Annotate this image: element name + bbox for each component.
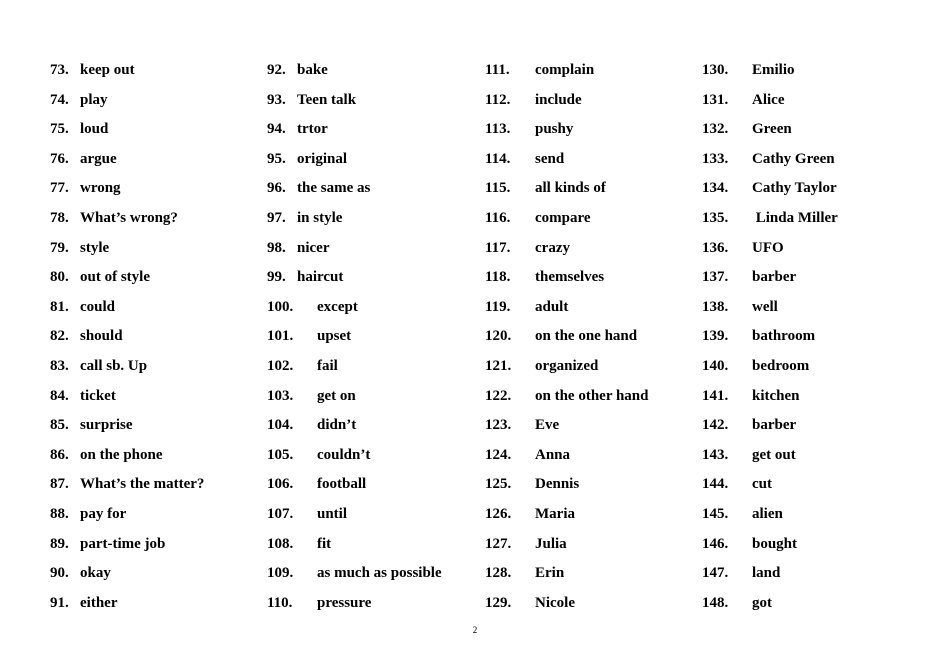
item-term: bedroom <box>752 357 810 374</box>
vocab-item <box>485 294 695 324</box>
item-term: bought <box>752 535 798 552</box>
vocab-item <box>702 57 912 87</box>
item-number: 130. <box>702 62 729 78</box>
item-number: 146. <box>702 535 729 552</box>
vocab-item <box>267 57 477 87</box>
item-number: 120. <box>485 328 512 345</box>
vocab-item <box>485 175 695 205</box>
item-term: all kinds of <box>535 180 606 197</box>
vocab-item <box>702 590 912 620</box>
page-number: 2 <box>472 625 478 635</box>
item-term: on the phone <box>80 446 163 463</box>
item-term: bathroom <box>752 328 816 345</box>
item-term: alien <box>752 505 783 522</box>
item-term: wrong <box>80 180 121 197</box>
item-number: 110. <box>267 594 293 611</box>
vocab-item <box>50 205 260 235</box>
vocab-item <box>485 501 695 531</box>
item-term: Maria <box>535 505 575 522</box>
item-number: 131. <box>702 91 729 108</box>
item-number: 78. <box>50 209 69 226</box>
item-number: 123. <box>485 417 512 434</box>
item-term: include <box>535 91 582 108</box>
vocab-item <box>267 353 477 383</box>
item-number: 83. <box>50 357 69 374</box>
item-term: didn’t <box>317 417 357 434</box>
item-term: Cathy Taylor <box>752 180 837 197</box>
vocab-item <box>485 323 695 353</box>
item-number: 139. <box>702 328 729 345</box>
item-number: 113. <box>485 121 511 138</box>
vocab-item <box>485 264 695 294</box>
vocab-item <box>267 323 477 353</box>
item-number: 111. <box>485 62 510 78</box>
vocab-item <box>50 501 260 531</box>
item-number: 102. <box>267 357 294 374</box>
item-term: crazy <box>535 239 570 256</box>
item-number: 85. <box>50 417 69 434</box>
item-term: organized <box>535 357 599 374</box>
vocab-item <box>267 560 477 590</box>
item-term: fit <box>317 535 332 552</box>
item-number: 135. <box>702 209 729 226</box>
item-number: 103. <box>267 387 294 404</box>
vocab-item <box>485 146 695 176</box>
item-term: pushy <box>535 121 574 138</box>
vocab-item <box>50 264 260 294</box>
vocab-item <box>485 471 695 501</box>
item-term: Teen talk <box>297 91 357 108</box>
item-term: argue <box>80 150 117 167</box>
item-number: 143. <box>702 446 729 463</box>
vocab-item <box>485 383 695 413</box>
vocab-item <box>702 235 912 265</box>
vocab-column-4 <box>702 57 912 619</box>
item-term: Nicole <box>535 594 575 611</box>
item-number: 112. <box>485 91 511 108</box>
item-number: 73. <box>50 62 69 78</box>
vocab-item <box>485 116 695 146</box>
vocab-item <box>50 531 260 561</box>
item-term: on the one hand <box>535 328 638 345</box>
vocab-item <box>485 412 695 442</box>
item-number: 140. <box>702 357 729 374</box>
vocab-item <box>485 87 695 117</box>
item-number: 119. <box>485 298 511 315</box>
item-term: part-time job <box>80 535 166 552</box>
item-number: 89. <box>50 535 69 552</box>
item-number: 147. <box>702 565 729 582</box>
item-term: barber <box>752 417 797 434</box>
item-number: 107. <box>267 505 294 522</box>
item-number: 128. <box>485 565 512 582</box>
item-number: 127. <box>485 535 512 552</box>
item-term: on the other hand <box>535 387 649 404</box>
item-number: 80. <box>50 269 69 286</box>
item-term: out of style <box>80 269 150 286</box>
item-term: loud <box>80 121 109 138</box>
item-number: 94. <box>267 121 286 138</box>
item-number: 81. <box>50 298 69 315</box>
vocab-item <box>50 235 260 265</box>
item-term: the same as <box>297 180 371 197</box>
item-term: Green <box>752 121 792 138</box>
vocab-item <box>50 353 260 383</box>
vocab-item <box>702 412 912 442</box>
vocab-item <box>702 323 912 353</box>
vocab-item <box>50 471 260 501</box>
item-term: nicer <box>297 239 330 256</box>
item-term: Dennis <box>535 476 580 493</box>
vocab-item <box>267 175 477 205</box>
item-number: 84. <box>50 387 69 404</box>
item-number: 133. <box>702 150 729 167</box>
item-number: 138. <box>702 298 729 315</box>
vocab-item <box>702 294 912 324</box>
item-number: 98. <box>267 239 286 256</box>
item-number: 124. <box>485 446 512 463</box>
vocab-item <box>485 442 695 472</box>
item-term: Emilio <box>752 62 795 78</box>
vocab-item <box>267 205 477 235</box>
item-number: 134. <box>702 180 729 197</box>
vocab-item <box>267 146 477 176</box>
item-number: 137. <box>702 269 729 286</box>
item-term: upset <box>317 328 352 345</box>
item-term: Alice <box>752 91 785 108</box>
item-term: get on <box>317 387 356 404</box>
item-number: 92. <box>267 62 286 78</box>
vocab-item <box>267 383 477 413</box>
item-number: 74. <box>50 91 69 108</box>
item-number: 141. <box>702 387 729 404</box>
item-number: 114. <box>485 150 511 167</box>
item-term: Cathy Green <box>752 150 835 167</box>
item-number: 121. <box>485 357 512 374</box>
vocab-item <box>702 87 912 117</box>
item-term: themselves <box>535 269 605 286</box>
vocab-item <box>50 57 260 87</box>
item-term: fail <box>317 357 338 374</box>
item-number: 91. <box>50 594 69 611</box>
item-term: cut <box>752 476 772 493</box>
vocab-item <box>50 116 260 146</box>
item-term: okay <box>80 565 111 582</box>
item-number: 105. <box>267 446 294 463</box>
vocab-item <box>485 560 695 590</box>
item-term: kitchen <box>752 387 800 404</box>
vocab-item <box>50 590 260 620</box>
item-number: 132. <box>702 121 729 138</box>
item-number: 116. <box>485 209 511 226</box>
item-term: either <box>80 594 118 611</box>
item-term: in style <box>297 209 343 226</box>
item-term: bake <box>297 62 328 78</box>
item-number: 79. <box>50 239 69 256</box>
vocab-column-3 <box>485 57 695 619</box>
item-term: could <box>80 298 116 315</box>
vocab-item <box>267 501 477 531</box>
item-term: Erin <box>535 565 565 582</box>
item-number: 115. <box>485 180 511 197</box>
vocab-item <box>50 560 260 590</box>
item-term: except <box>317 298 358 315</box>
vocab-item <box>702 116 912 146</box>
item-number: 87. <box>50 476 69 493</box>
item-number: 108. <box>267 535 294 552</box>
item-number: 101. <box>267 328 294 345</box>
item-term: complain <box>535 62 595 78</box>
item-number: 104. <box>267 417 294 434</box>
item-number: 90. <box>50 565 69 582</box>
vocab-item <box>485 235 695 265</box>
item-term: barber <box>752 269 797 286</box>
vocab-item <box>50 442 260 472</box>
item-number: 142. <box>702 417 729 434</box>
item-number: 118. <box>485 269 511 286</box>
item-term: should <box>80 328 123 345</box>
vocab-item <box>267 412 477 442</box>
item-term: pay for <box>80 505 127 522</box>
item-term: style <box>80 239 110 256</box>
item-number: 95. <box>267 150 286 167</box>
item-term: trtor <box>297 121 328 138</box>
vocab-item <box>702 175 912 205</box>
item-number: 77. <box>50 180 69 197</box>
item-number: 75. <box>50 121 69 138</box>
vocab-item <box>267 590 477 620</box>
vocab-item <box>702 501 912 531</box>
vocab-item <box>267 87 477 117</box>
item-number: 93. <box>267 91 286 108</box>
item-number: 125. <box>485 476 512 493</box>
item-term: send <box>535 150 565 167</box>
vocab-item <box>702 471 912 501</box>
vocab-item <box>702 264 912 294</box>
vocab-item <box>485 590 695 620</box>
vocab-item <box>50 87 260 117</box>
item-term: compare <box>535 209 591 226</box>
vocab-item <box>50 294 260 324</box>
vocab-item <box>50 146 260 176</box>
item-number: 136. <box>702 239 729 256</box>
item-term: well <box>752 298 778 315</box>
vocab-item <box>267 471 477 501</box>
item-number: 106. <box>267 476 294 493</box>
item-term: Anna <box>535 446 571 463</box>
item-number: 122. <box>485 387 512 404</box>
vocab-column-1 <box>50 57 260 619</box>
item-number: 86. <box>50 446 69 463</box>
item-term: until <box>317 505 348 522</box>
vocab-item <box>267 442 477 472</box>
vocab-item <box>702 146 912 176</box>
item-term: keep out <box>80 62 135 78</box>
item-number: 99. <box>267 269 286 286</box>
item-term: What’s the matter? <box>80 476 205 493</box>
vocab-item <box>702 560 912 590</box>
item-term: Linda Miller <box>752 209 838 226</box>
item-term: get out <box>752 446 796 463</box>
vocab-item <box>485 353 695 383</box>
vocab-item <box>50 412 260 442</box>
item-number: 129. <box>485 594 512 611</box>
item-number: 100. <box>267 298 294 315</box>
item-term: haircut <box>297 269 344 286</box>
item-term: football <box>317 476 367 493</box>
item-term: ticket <box>80 387 116 404</box>
item-term: as much as possible <box>317 565 442 582</box>
vocab-item <box>485 57 695 87</box>
vocab-item <box>702 205 912 235</box>
item-number: 126. <box>485 505 512 522</box>
vocab-item <box>267 235 477 265</box>
item-number: 96. <box>267 180 286 197</box>
vocab-item <box>50 323 260 353</box>
vocab-item <box>50 383 260 413</box>
item-number: 148. <box>702 594 729 611</box>
item-number: 76. <box>50 150 69 167</box>
item-number: 88. <box>50 505 69 522</box>
item-term: What’s wrong? <box>80 209 178 226</box>
item-number: 82. <box>50 328 69 345</box>
item-term: Eve <box>535 417 560 434</box>
item-number: 117. <box>485 239 511 256</box>
item-number: 109. <box>267 565 294 582</box>
item-term: surprise <box>80 417 133 434</box>
item-term: UFO <box>752 239 784 256</box>
item-term: got <box>752 594 772 611</box>
item-term: original <box>297 150 348 167</box>
item-number: 145. <box>702 505 729 522</box>
vocab-column-2 <box>267 57 477 619</box>
item-term: land <box>752 565 781 582</box>
item-term: pressure <box>317 594 372 611</box>
item-term: Julia <box>535 535 567 552</box>
item-term: play <box>80 91 108 108</box>
item-term: couldn’t <box>317 446 371 463</box>
vocab-item <box>702 442 912 472</box>
item-term: call sb. Up <box>80 357 148 374</box>
vocab-item <box>702 353 912 383</box>
vocab-item <box>50 175 260 205</box>
item-number: 144. <box>702 476 729 493</box>
vocab-item <box>702 383 912 413</box>
vocab-item <box>267 294 477 324</box>
item-number: 97. <box>267 209 286 226</box>
vocab-item <box>485 205 695 235</box>
vocab-item <box>267 531 477 561</box>
vocab-item <box>267 264 477 294</box>
item-term: adult <box>535 298 569 315</box>
vocab-item <box>485 531 695 561</box>
vocab-item <box>702 531 912 561</box>
vocab-item <box>267 116 477 146</box>
